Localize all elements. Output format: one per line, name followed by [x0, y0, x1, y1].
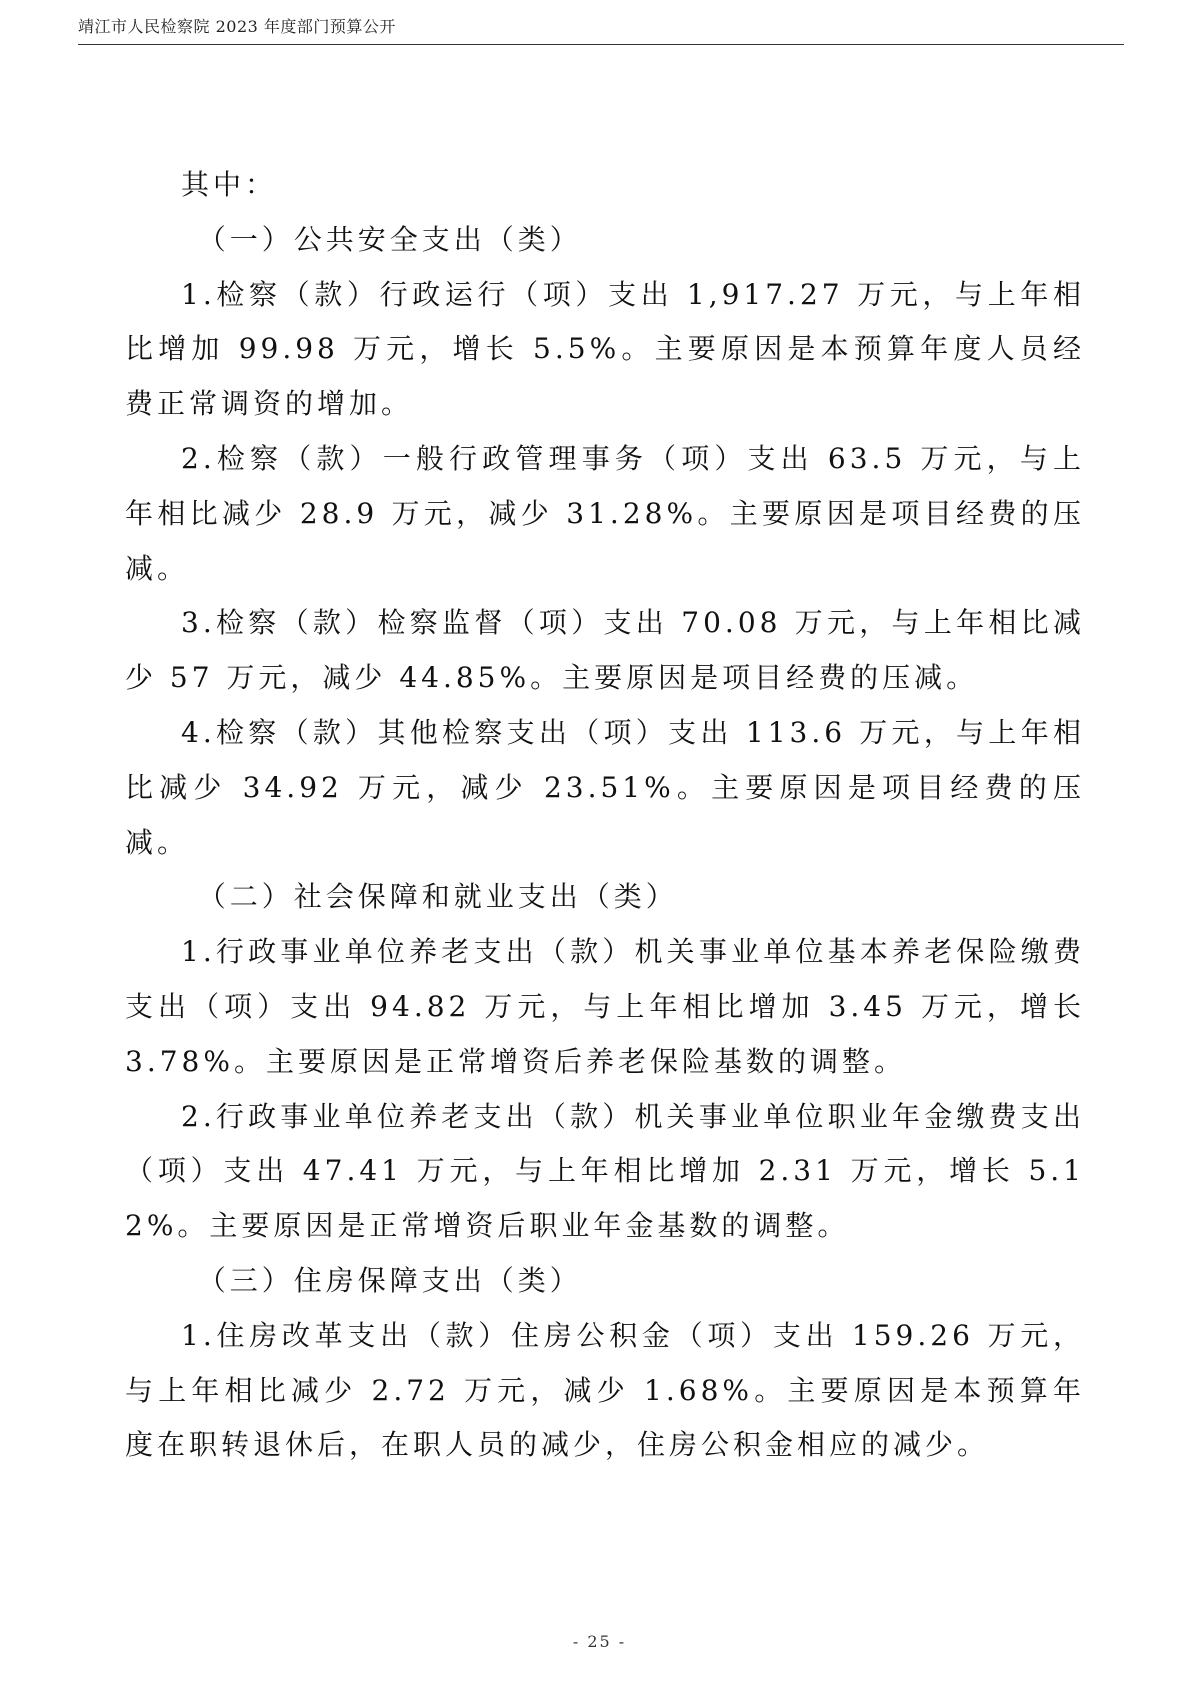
paragraph-item: 2.行政事业单位养老支出（款）机关事业单位职业年金缴费支出（项）支出 47.41 万元，与上年相比增加 2.31 万元，增长 5.12%。主要原因是正常增资后职业年金基数的调整。 [125, 1099, 1085, 1243]
paragraph-item: 1.行政事业单位养老支出（款）机关事业单位基本养老保险缴费支出（项）支出 94.82 万元，与上年相比增加 3.45 万元，增长 3.78%。主要原因是正常增资后养老保险基数的调整。 [125, 935, 1085, 1078]
document-body [125, 158, 1085, 1473]
running-header: 靖江市人民检察院 2023 年度部门预算公开 [78, 17, 396, 36]
header-divider [78, 44, 1124, 45]
section-heading-public-security: （一）公共安全支出（类） [197, 222, 582, 256]
section-heading-housing: （三）住房保障支出（类） [197, 1263, 582, 1297]
paragraph-item: 1.检察（款）行政运行（项）支出 1,917.27 万元，与上年相比增加 99.98 万元，增长 5.5%。主要原因是本预算年度人员经费正常调资的增加。 [125, 277, 1085, 421]
section-heading-social-security: （二）社会保障和就业支出（类） [197, 880, 678, 914]
paragraph-item: 4.检察（款）其他检察支出（项）支出 113.6 万元，与上年相比减少 34.92 万元，减少 23.51%。主要原因是项目经费的压减。 [125, 715, 1085, 859]
paragraph-item: 1.住房改革支出（款）住房公积金（项）支出 159.26 万元，与上年相比减少 2.72 万元，减少 1.68%。主要原因是本预算年度在职转退休后，在职人员的减少，住房公积金相应的减少。 [125, 1318, 1085, 1462]
paragraph-intro: 其中： [181, 168, 278, 201]
page-number: - 25 - [572, 1632, 627, 1651]
paragraph-item: 2.检察（款）一般行政管理事务（项）支出 63.5 万元，与上年相比减少 28.9 万元，减少 31.28%。主要原因是项目经费的压减。 [125, 441, 1085, 585]
paragraph-item: 3.检察（款）检察监督（项）支出 70.08 万元，与上年相比减少 57 万元，减少 44.85%。主要原因是项目经费的压减。 [125, 606, 1085, 695]
